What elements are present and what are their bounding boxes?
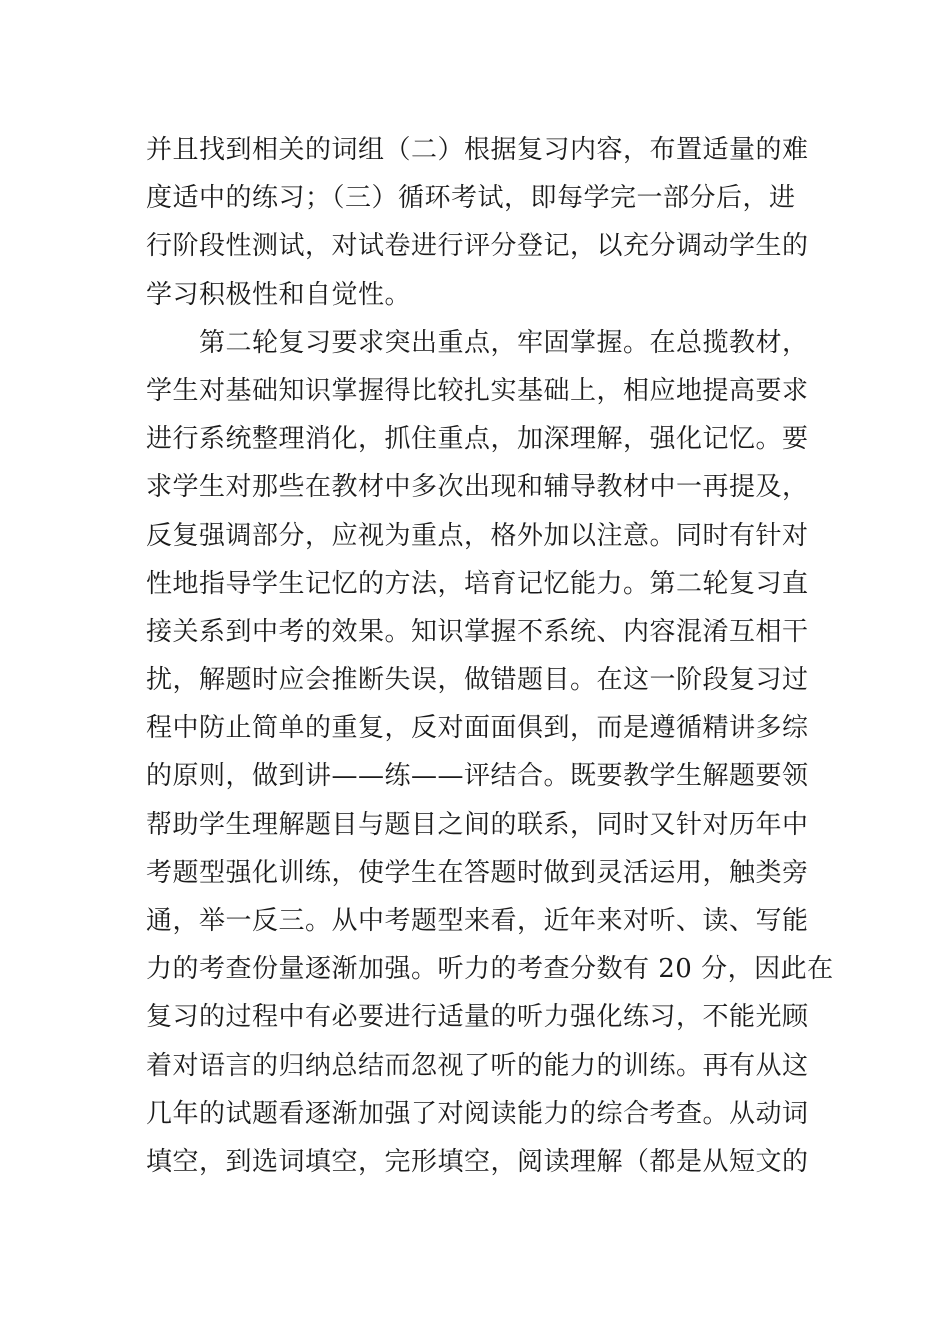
text-line: 进行系统整理消化，抓住重点，加深理解，强化记忆。要 [146,424,809,455]
text-line: 考题型强化训练，使学生在答题时做到灵活运用，触类旁 [146,857,809,888]
text-line: 复习的过程中有必要进行适量的听力强化练习，不能光顾 [146,1002,809,1033]
text-line: 扰，解题时应会推断失误，做错题目。在这一阶段复习过 [146,665,809,696]
paragraph-start-line: 第二轮复习要求突出重点，牢固掌握。在总揽教材， [146,327,809,358]
text-line: 着对语言的归纳总结而忽视了听的能力的训练。再有从这 [146,1050,809,1081]
text-line: 填空，到选词填空，完形填空，阅读理解（都是从短文的 [146,1146,809,1177]
text-line: 学生对基础知识掌握得比较扎实基础上，相应地提高要求 [146,375,809,406]
text-line: 性地指导学生记忆的方法，培育记忆能力。第二轮复习直 [146,568,809,599]
text-line: 程中防止简单的重复，反对面面俱到，而是遵循精讲多综 [146,713,809,744]
text-line: 的原则，做到讲——练——评结合。既要教学生解题要领 [146,761,809,792]
text-line: 并且找到相关的词组（二）根据复习内容，布置适量的难 [146,135,809,165]
text-line: 反复强调部分，应视为重点，格外加以注意。同时有针对 [146,520,809,551]
body-text [146,126,834,1186]
text-line: 帮助学生理解题目与题目之间的联系，同时又针对历年中 [146,809,809,840]
text-line: 力的考查份量逐渐加强。听力的考查分数有 20 分，因此在 [146,954,834,985]
text-line: 几年的试题看逐渐加强了对阅读能力的综合考查。从动词 [146,1098,809,1129]
text-line: 求学生对那些在教材中多次出现和辅导教材中一再提及， [146,472,809,503]
text-line: 通，举一反三。从中考题型来看，近年来对听、读、写能 [146,906,809,936]
text-line: 度适中的练习；（三）循环考试，即每学完一部分后，进 [146,183,796,214]
text-line: 接关系到中考的效果。知识掌握不系统、内容混淆互相干 [146,616,809,647]
text-line: 行阶段性测试，对试卷进行评分登记，以充分调动学生的 [146,231,809,262]
text-line: 学习积极性和自觉性。 [146,279,412,310]
